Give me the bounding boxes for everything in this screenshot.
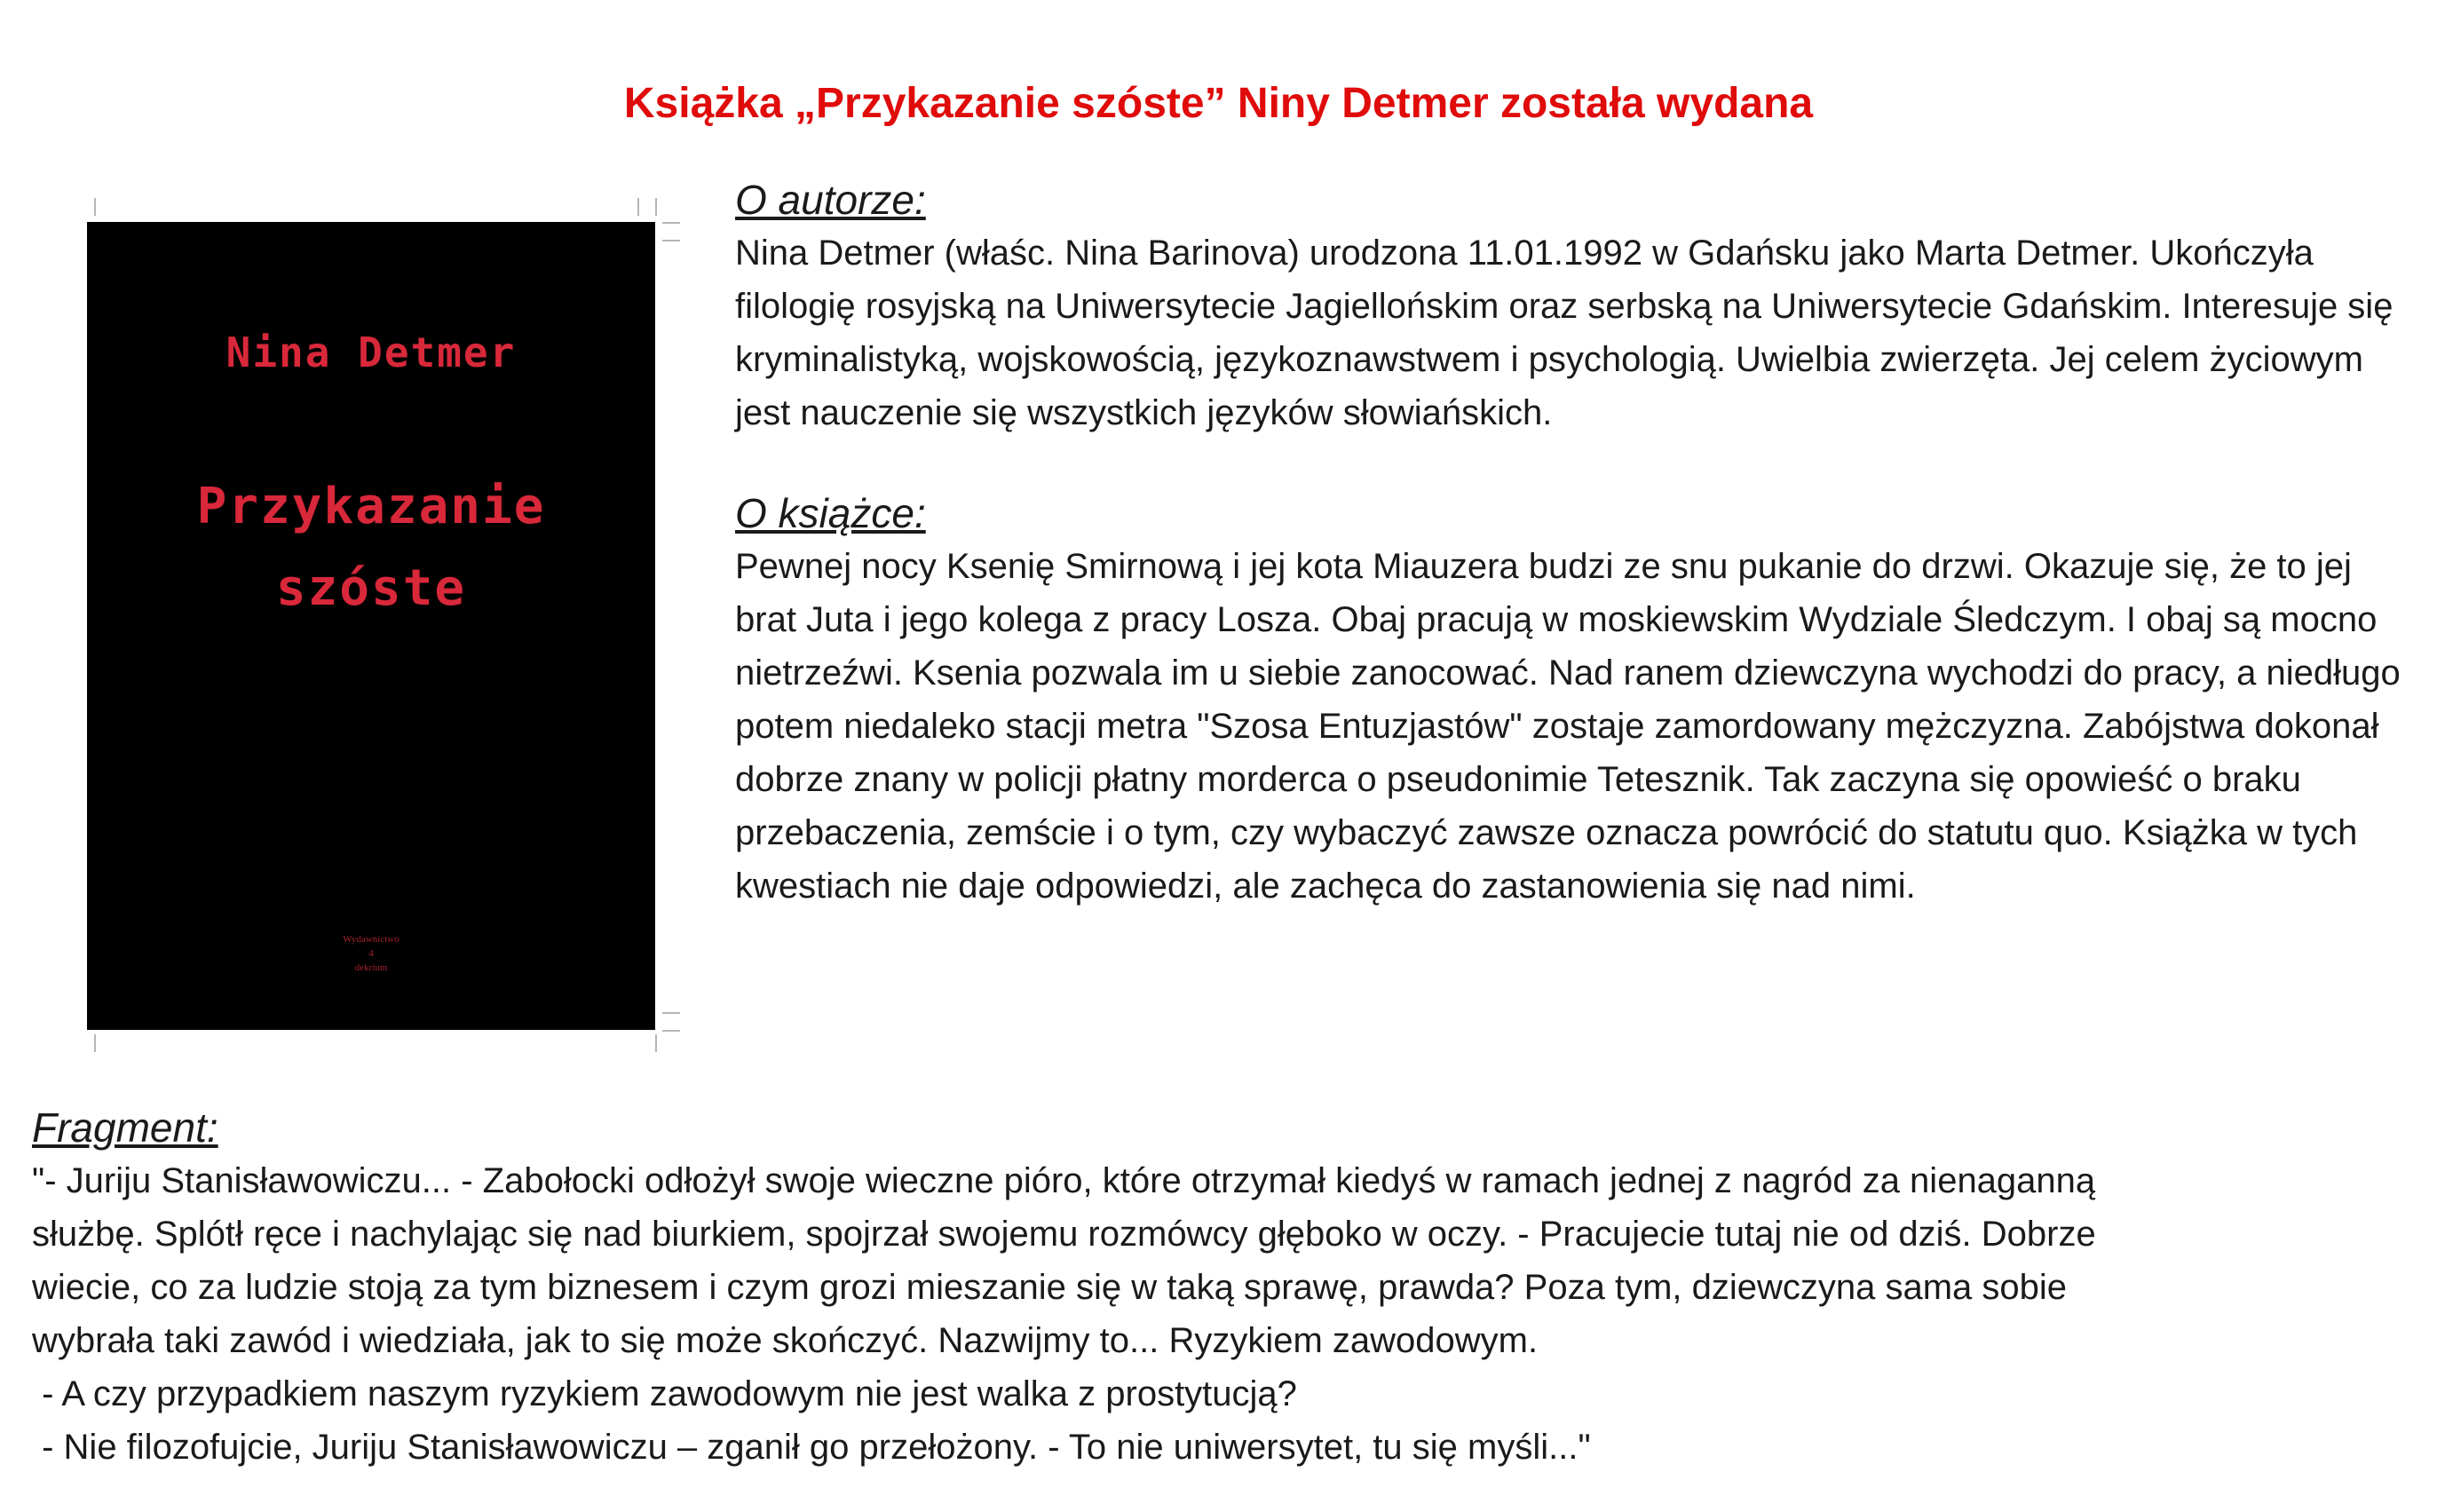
crop-mark [637,198,639,216]
crop-mark [662,1030,680,1032]
cover-publisher-line: dekrium [354,962,388,973]
book-cover [87,222,655,1030]
crop-mark [662,222,680,224]
cover-title-line: Przykazanie [196,478,546,535]
fragment-heading: Fragment: [32,1104,218,1151]
about-book-section [735,487,2404,913]
cover-publisher-line: Wydawnictwo [343,934,400,945]
fragment-line: - A czy przypadkiem naszym ryzykiem zawodowym nie jest walka z prostytucją? [32,1374,1297,1413]
about-author-text: Nina Detmer (właśc. Nina Barinova) urodzona 11.01.1992 w Gdańsku jako Marta Detmer. Ukończyła filologię rosyjską na Uniwersytecie Jagiellońskim oraz serbską na Uniwersytecie Gdańskim. Interesuje się kryminalistyką, wojskowością, językoznawstwem i psychologią. Uwielbia zwierzęta. Jej celem życiowym jest nauczenie się wszystkich języków słowiańskich. [735,234,2393,432]
crop-mark [662,1012,680,1014]
fragment-line: - Nie filozofujcie, Juriju Stanisławowiczu – zganił go przełożony. - To nie uniwersytet, tu się myśli..." [32,1428,1591,1467]
about-author-heading: O autorze: [735,177,926,223]
cover-title-line: szóste [275,559,467,617]
about-author-section [735,173,2404,439]
about-book-text: Pewnej nocy Ksenię Smirnową i jej kota Miauzera budzi ze snu pukanie do drzwi. Okazuje się, że to jej brat Juta i jego kolega z pracy Losza. Obaj pracują w moskiewskim Wydziale Śledczym. I obaj są mocno nietrzeźwi. Ksenia pozwala im u siebie zanocować. Nad ranem dziewczyna wychodzi do pracy, a niedługo potem niedaleko stacji metra "Szosa Entuzjastów" zostaje zamordowany mężczyzna. Zabójstwa dokonał dobrze znany w policji płatny morderca o pseudonimie Tetesznik. Tak zaczyna się opowieść o braku przebaczenia, zemście i o tym, czy wybaczyć zawsze oznacza powrócić do statutu quo. Książka w tych kwestiach nie daje odpowiedzi, ale zachęca do zastanowienia się nad nimi. [735,547,2401,906]
fragment-line: wybrała taki zawód i wiedziała, jak to się może skończyć. Nazwijmy to... Ryzykiem zawodowym. [32,1321,1539,1360]
cover-publisher-line: 4 [368,948,374,959]
fragment-line: "- Juriju Stanisławowiczu... - Zabołocki odłożył swoje wieczne pióro, które otrzymał kiedyś w ramach jednej z nagród za nienaganną [32,1161,2096,1200]
crop-mark [655,1034,657,1052]
cover-title [87,466,655,629]
about-book-heading: O książce: [735,490,926,536]
book-cover-image [69,191,691,1061]
fragment-section [32,1101,2411,1474]
cover-publisher [87,932,655,975]
page-title: Książka „Przykazanie szóste” Niny Detmer została wydana [623,80,1814,128]
fragment-line: służbę. Splótł ręce i nachylając się nad biurkiem, spojrzał swojemu rozmówcy głęboko w oczy. - Pracujecie tutaj nie od dziś. Dobrze [32,1215,2096,1254]
crop-mark [655,198,657,216]
crop-mark [662,240,680,241]
crop-mark [94,198,96,216]
fragment-line: wiecie, co za ludzie stoją za tym biznesem i czym grozi mieszanie się w taką sprawę, prawda? Poza tym, dziewczyna sama sobie [32,1268,2068,1307]
crop-mark [94,1034,96,1052]
cover-author: Nina Detmer [226,329,517,376]
